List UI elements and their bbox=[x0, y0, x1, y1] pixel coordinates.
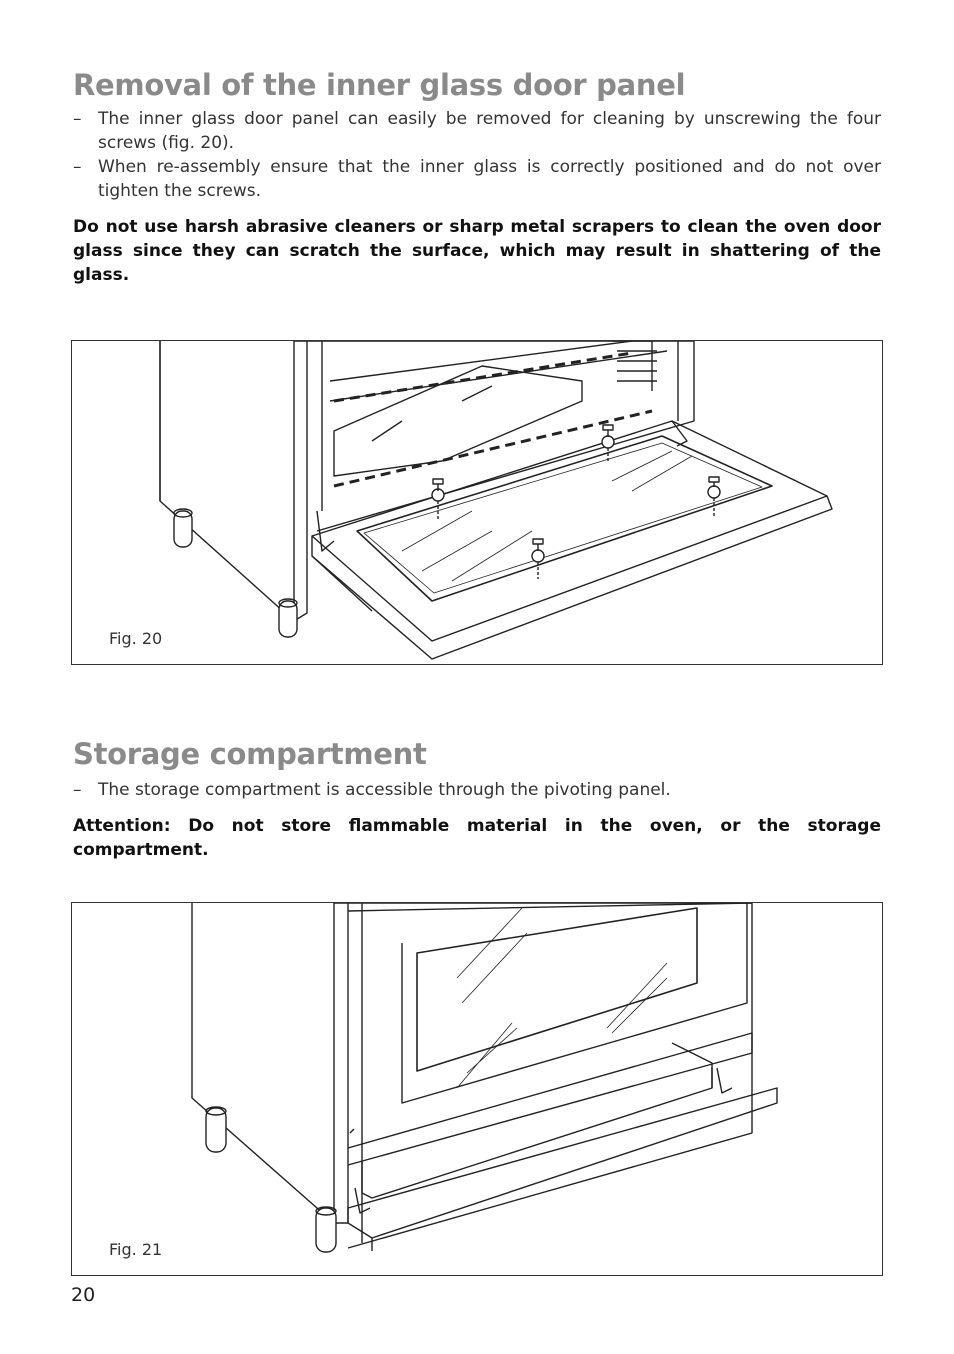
oven-door-illustration bbox=[72, 341, 882, 664]
figure-caption: Fig. 20 bbox=[109, 629, 163, 648]
storage-instructions bbox=[73, 778, 881, 802]
figure-21-storage-compartment bbox=[71, 902, 883, 1276]
glass-panel-instructions bbox=[73, 107, 881, 203]
list-item: – When re-assembly ensure that the inner glass is correctly positioned and do not over tighten the screws. bbox=[73, 157, 881, 201]
page-number: 20 bbox=[71, 1284, 96, 1306]
list-item: – The storage compartment is accessible through the pivoting panel. bbox=[73, 780, 671, 800]
figure-caption: Fig. 21 bbox=[109, 1240, 163, 1259]
storage-compartment-illustration bbox=[72, 903, 882, 1275]
list-item: – The inner glass door panel can easily be removed for cleaning by unscrewing the four screws (fig. 20). bbox=[73, 109, 881, 153]
section-title-storage: Storage compartment bbox=[73, 737, 427, 771]
figure-20-oven-door-glass bbox=[71, 340, 883, 665]
cleaning-warning: Do not use harsh abrasive cleaners or sharp metal scrapers to clean the oven door glass since they can scratch the surface, which may result in shattering of the glass. bbox=[73, 217, 881, 285]
storage-warning: Attention: Do not store flammable material in the oven, or the storage compartment. bbox=[73, 816, 881, 860]
section-title-glass-panel: Removal of the inner glass door panel bbox=[73, 68, 686, 102]
